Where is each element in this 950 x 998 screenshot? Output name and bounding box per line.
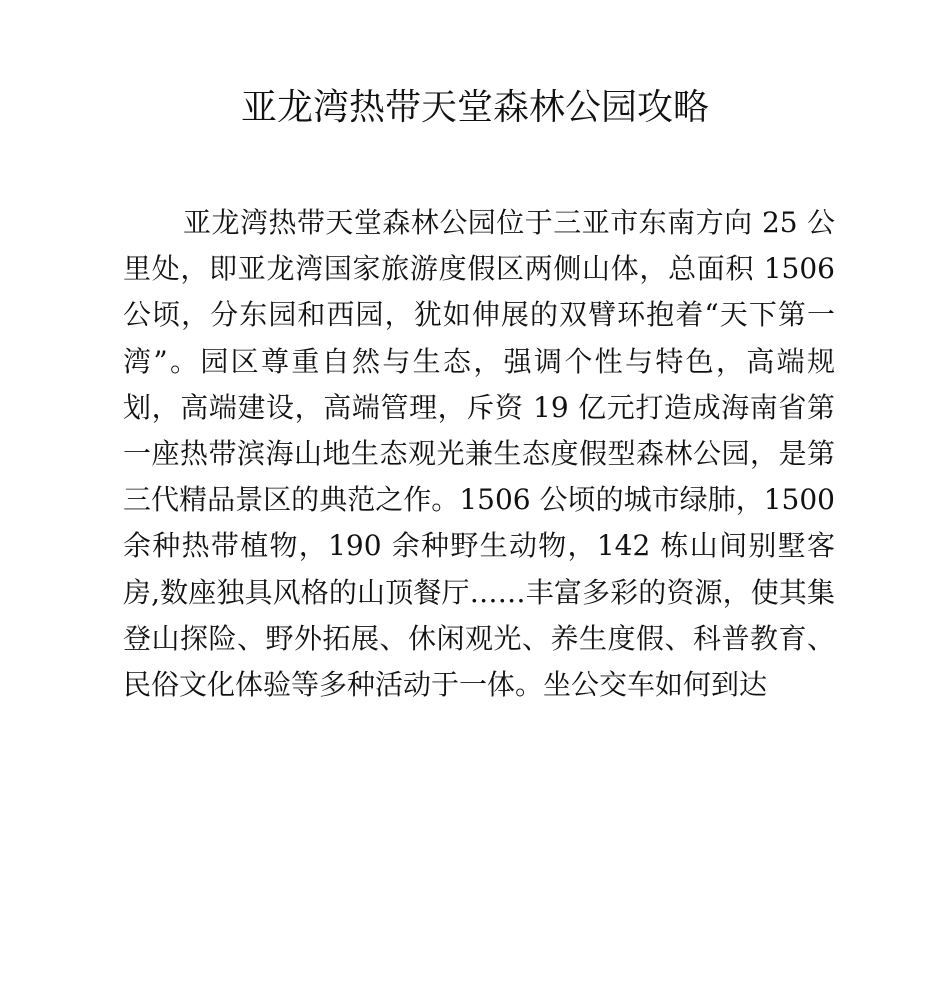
page-title: 亚龙湾热带天堂森林公园攻略 bbox=[240, 87, 709, 128]
body-paragraph: 亚龙湾热带天堂森林公园位于三亚市东南方向 25 公里处，即亚龙湾国家旅游度假区两侧山体，总面积 1506 公顷，分东园和西园，犹如伸展的双臂环抱着“天下第一湾”。园区尊重自然与生态，强调个性与特色，高端规划，高端建设，高端管理，斥资 19 亿元打造成海南省第一座热带滨海山地生态观光兼生态度假型森林公园，是第三代精品景区的典范之作。1506 公顷的城市绿肺，1500 余种热带植物，190 余种野生动物，142 栋山间别墅客房,数座独具风格的山顶餐厅……丰富多彩的资源，使其集登山探险、野外拓展、休闲观光、养生度假、科普教育、民俗文化体验等多种活动于一体。坐公交车如何到达 bbox=[123, 206, 835, 702]
